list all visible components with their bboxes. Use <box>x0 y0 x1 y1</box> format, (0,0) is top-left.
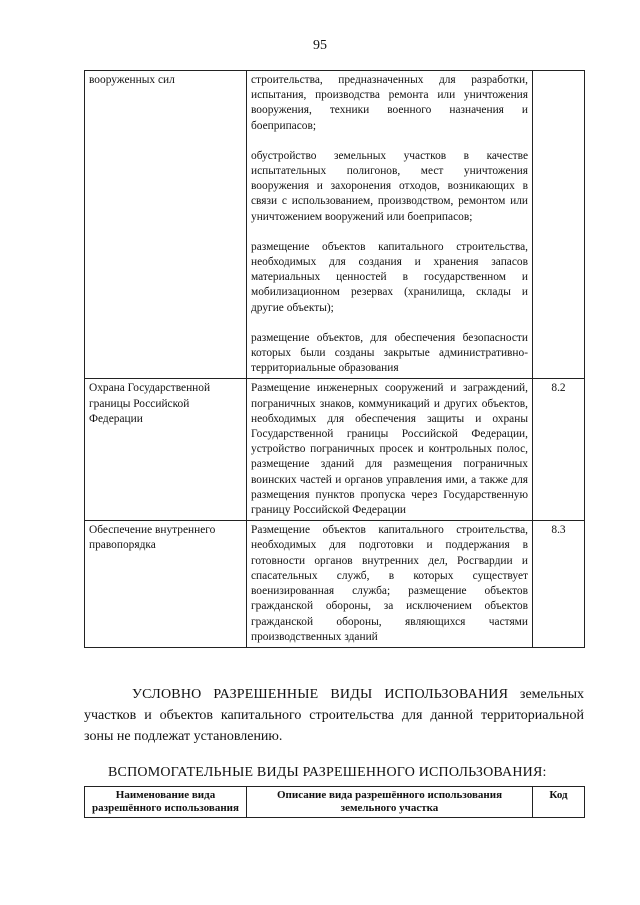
column-header-description: Описание вида разрешённого использования земельного участка <box>247 787 533 818</box>
use-description-cell <box>247 521 533 648</box>
description-paragraph: Размещение объектов капитального строительства, необходимых для подготовки и поддержания в готовности органов внутренних дел, Росгвардии и спасательных служб, в которых существует военизированная служба; размещение объектов гражданской обороны, за исключением объектов гражданской обороны, являющихся частями производственных зданий <box>251 524 528 643</box>
use-code-cell: 8.3 <box>533 521 585 648</box>
conditional-uses-caps: УСЛОВНО РАЗРЕШЕННЫЕ ВИДЫ ИСПОЛЬЗОВАНИЯ <box>132 687 509 702</box>
use-code-cell: 8.2 <box>533 379 585 521</box>
table-row <box>85 71 585 379</box>
use-name-cell: вооруженных сил <box>85 71 247 379</box>
description-paragraph: размещение объектов, для обеспечения безопасности которых были созданы закрытые административно-территориальные образования <box>251 331 528 375</box>
use-description-cell <box>247 379 533 521</box>
column-header-name: Наименование вида разрешённого использования <box>85 787 247 818</box>
use-name-cell: Охрана Государственной границы Российской Федерации <box>85 379 247 521</box>
description-paragraph: строительства, предназначенных для разработки, испытания, производства ремонта или уничтожения вооружения, техники военного назначения и боеприпасов; <box>251 74 528 132</box>
use-name-cell: Обеспечение внутреннего правопорядка <box>85 521 247 648</box>
auxiliary-uses-heading: ВСПОМОГАТЕЛЬНЫЕ ВИДЫ РАЗРЕШЕННОГО ИСПОЛЬЗОВАНИЯ: <box>108 765 547 780</box>
table-header-row <box>85 787 585 818</box>
description-paragraph: обустройство земельных участков в качестве испытательных полигонов, мест уничтожения вооружения и захоронения отходов, возникающих в связи с использованием, производством, ремонтом или уничтожением вооружений или боеприпасов; <box>251 149 528 223</box>
conditional-uses-paragraph <box>84 684 584 747</box>
column-header-code: Код <box>533 787 585 818</box>
use-code-cell <box>533 71 585 379</box>
page-number: 95 <box>313 38 327 53</box>
land-use-table <box>84 70 585 648</box>
auxiliary-uses-table <box>84 786 585 818</box>
table-row <box>85 379 585 521</box>
description-paragraph: размещение объектов капитального строительства, необходимых для создания и хранения запасов материальных ценностей в государственном и мобилизационном резервах (хранилища, склады и другие объекты); <box>251 240 528 314</box>
description-paragraph: Размещение инженерных сооружений и заграждений, пограничных знаков, коммуникаций и других объектов, необходимых для обеспечения защиты и охраны Государственной границы Российской Федерации, устройство пограничных просек и контрольных полос, размещение зданий для размещения пограничных воинских частей и органов управления ими, а также для размещения пунктов пропуска через Государственную границу Российской Федерации <box>251 382 528 517</box>
table-row <box>85 521 585 648</box>
conditional-uses-text: земельных участков и объектов капитального строительства для данной территориальной зоны не подлежат установлению. <box>84 687 585 744</box>
use-description-cell <box>247 71 533 379</box>
